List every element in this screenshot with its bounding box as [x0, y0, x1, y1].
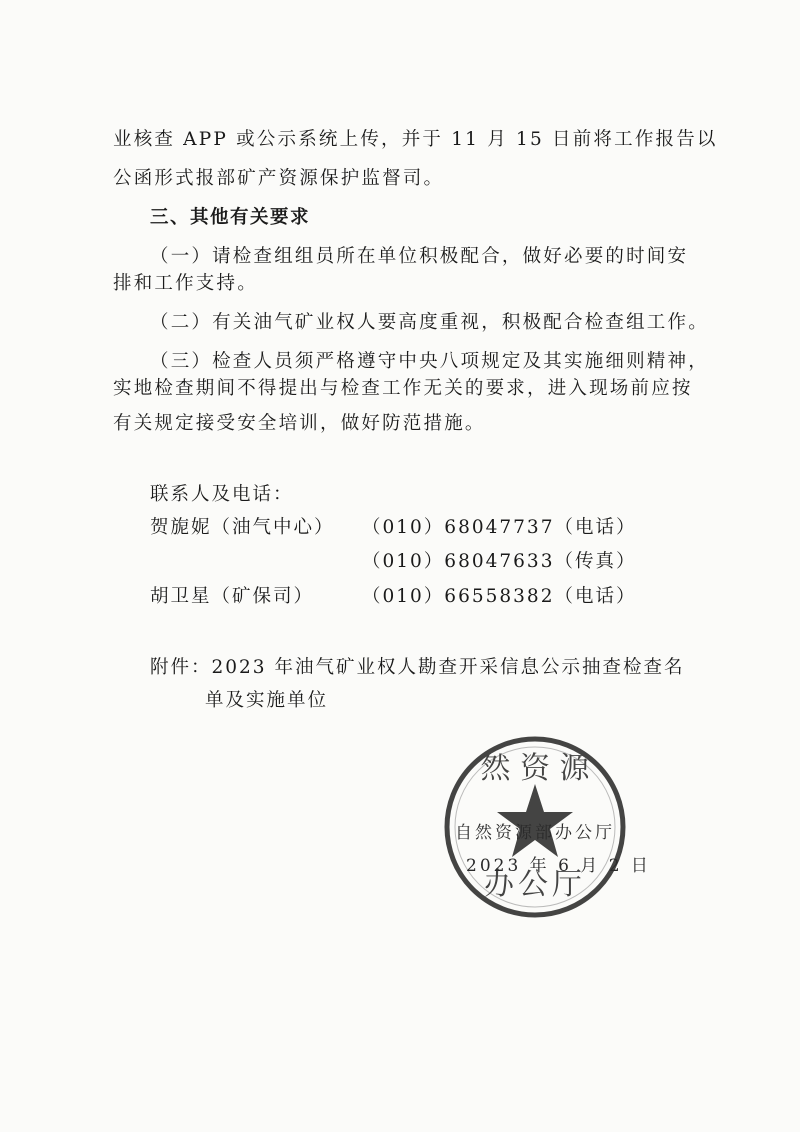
- contact-name-1: 贺旎妮（油气中心）: [150, 517, 335, 538]
- contacts-label: 联系人及电话：: [150, 484, 294, 505]
- contact-phone-2: （010）68047633（传真）: [362, 551, 637, 572]
- body-line-4: （一）请检查组组员所在单位积极配合，做好必要的时间安: [150, 246, 689, 267]
- attachment-line-2: 单及实施单位: [205, 690, 329, 711]
- body-line-8: 实地检查期间不得提出与检查工作无关的要求，进入现场前应按: [113, 378, 693, 399]
- seal-bottom-text: 办公厅: [484, 867, 586, 902]
- body-line-7: （三）检查人员须严格遵守中央八项规定及其实施细则精神，: [150, 351, 709, 372]
- contact-name-3: 胡卫星（矿保司）: [150, 586, 315, 607]
- body-line-5: 排和工作支持。: [113, 273, 258, 294]
- signature-date: 2023 年 6 月 2 日: [466, 856, 651, 876]
- body-line-2: 公函形式报部矿产资源保护监督司。: [113, 168, 445, 189]
- contact-phone-3: （010）66558382（电话）: [362, 586, 637, 607]
- body-line-9: 有关规定接受安全培训，做好防范措施。: [113, 413, 486, 434]
- body-line-1: 业核查 APP 或公示系统上传，并于 11 月 15 日前将工作报告以: [113, 129, 718, 150]
- seal-top-text: 然 资 源: [480, 751, 590, 786]
- section-heading: 三、其他有关要求: [150, 207, 311, 228]
- contact-phone-1: （010）68047737（电话）: [362, 517, 637, 538]
- attachment-line-1: 附件：2023 年油气矿业权人勘查开采信息公示抽查检查名: [150, 657, 685, 678]
- signature-org: 自然资源部办公厅: [455, 823, 615, 843]
- body-line-6: （二）有关油气矿业权人要高度重视，积极配合检查组工作。: [150, 312, 709, 333]
